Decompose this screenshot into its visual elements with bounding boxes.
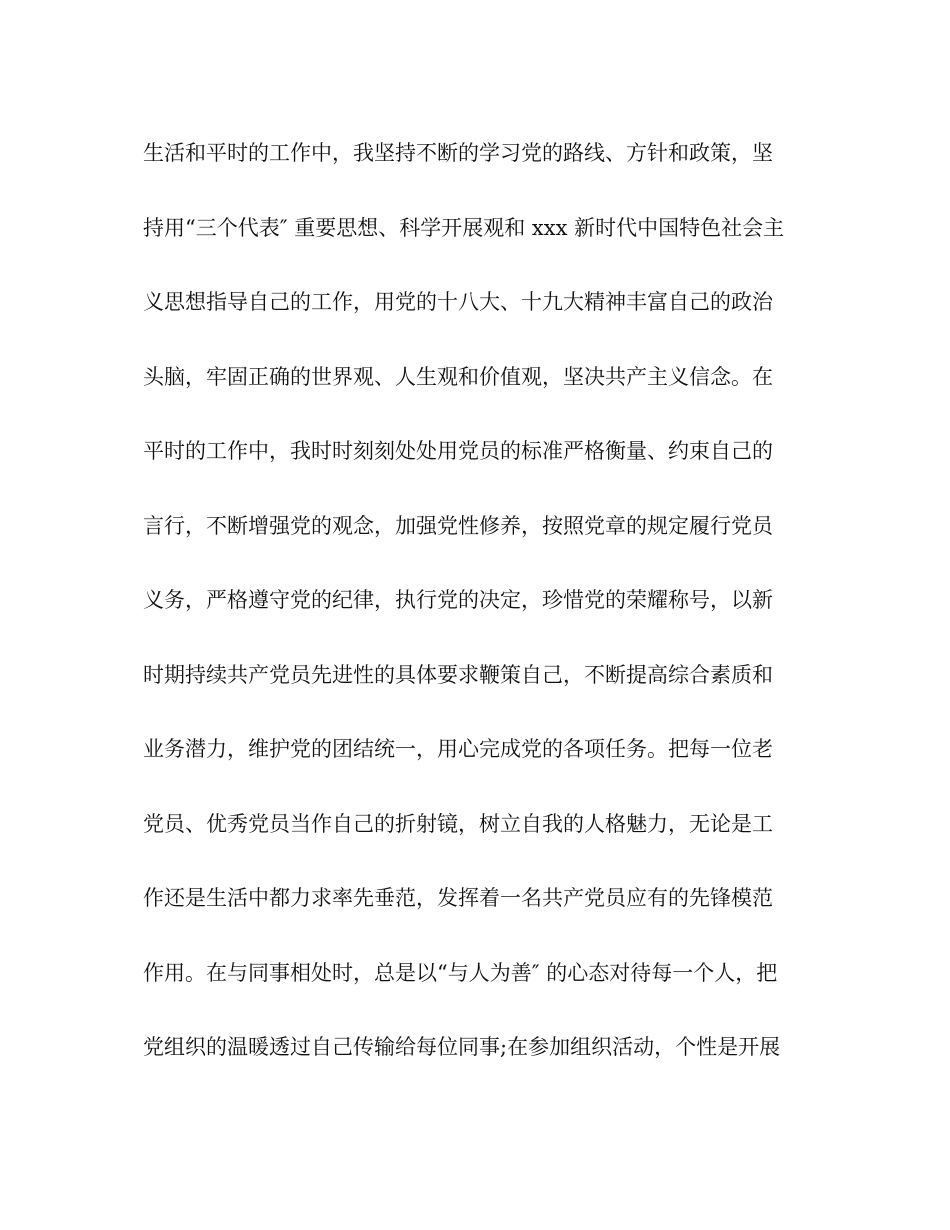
text-line: 作还是生活中都力求率先垂范，发挥着一名共产党员应有的先锋模范	[143, 886, 773, 910]
text-line: 持用“三个代表″ 重要思想、科学开展观和 xxx 新时代中国特色社会主	[143, 215, 785, 240]
text-line: 业务潜力，维护党的团结统一，用心完成党的各项任务。把每一位老	[143, 737, 773, 761]
text-line: 党员、优秀党员当作自己的折射镜，树立自我的人格魅力，无论是工	[143, 811, 773, 836]
text-line: 党组织的温暖透过自己传输给每位同事;在参加组织活动，个性是开展	[143, 1035, 781, 1059]
text-line: 义思想指导自己的工作，用党的十八大、十九大精神丰富自己的政治	[143, 290, 773, 314]
text-line: 生活和平时的工作中，我坚持不断的学习党的路线、方针和政策，坚	[143, 141, 773, 165]
text-line: 作用。在与同事相处时，总是以“与人为善″ 的心态对待每一个人，把	[143, 960, 778, 985]
text-line: 平时的工作中，我时时刻刻处处用党员的标准严格衡量、约束自己的	[143, 439, 773, 463]
text-line: 言行，不断增强党的观念，加强党性修养，按照党章的规定履行党员	[143, 513, 773, 538]
text-line: 时期持续共产党员先进性的具体要求鞭策自己，不断提高综合素质和	[143, 662, 773, 687]
text-line: 义务，严格遵守党的纪律，执行党的决定，珍惜党的荣耀称号，以新	[143, 588, 773, 612]
text-line: 头脑，牢固正确的世界观、人生观和价值观，坚决共产主义信念。在	[143, 364, 773, 389]
body-paragraph	[143, 137, 823, 1106]
